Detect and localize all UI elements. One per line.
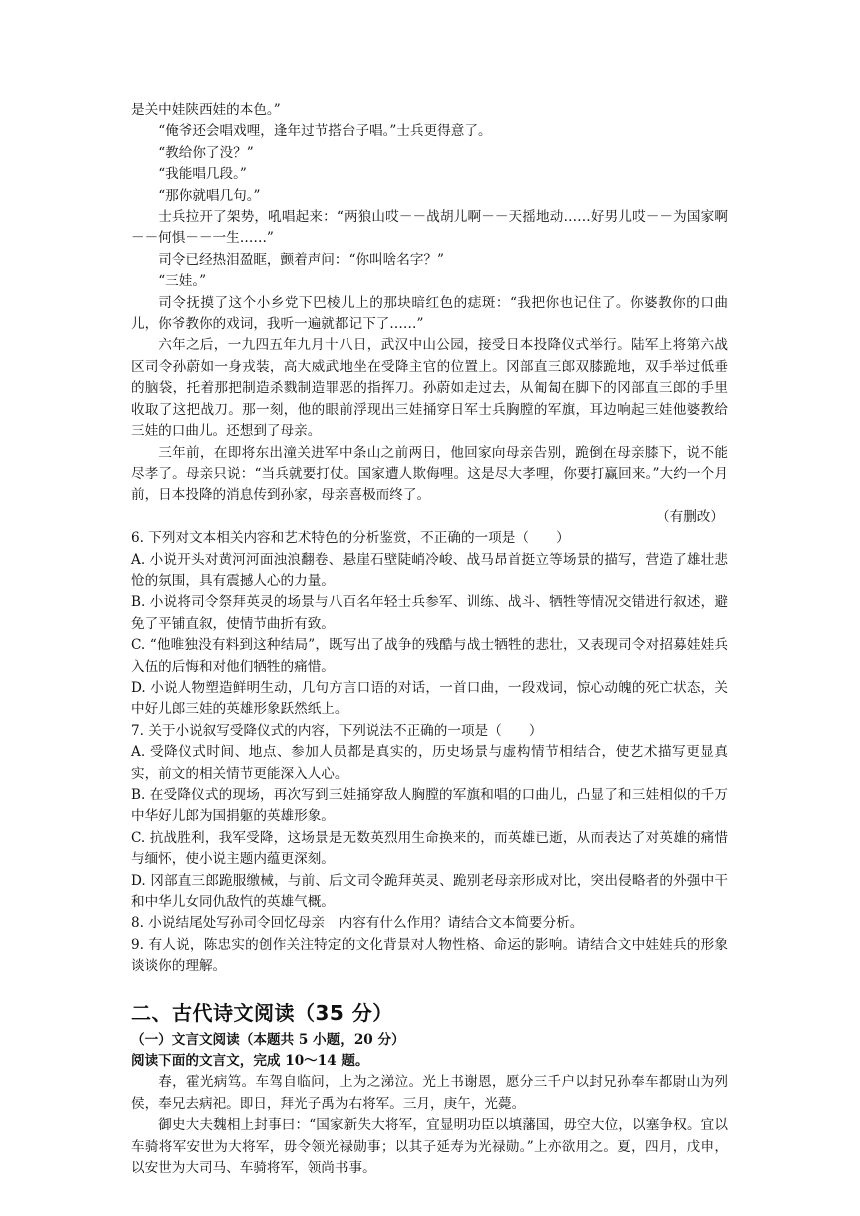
question-item: 8. 小说结尾处写孙司令回忆母亲 内容有什么作用？请结合文本简要分析。	[131, 915, 584, 932]
question-item: B. 在受降仪式的现场，再次写到三娃捅穿敌人胸膛的军旗和唱的口曲儿，凸显了和三娃相似的千万中华好儿郎为国捐躯的英雄形象。	[131, 787, 728, 825]
story-paragraph: “那你就唱几句。”	[158, 187, 261, 204]
story-paragraph: 三年前，在即将东出潼关进军中条山之前两日，他回家向母亲告别，跪倒在母亲膝下，说不能尽孝了。母亲只说：“当兵就要打仗。国家遭人欺侮哩。这是尽大孝哩，你要打赢回来。”大约一个月前，日本投降的消息传到孙家，母亲喜极而终了。	[131, 444, 728, 504]
section-instruction: 阅读下面的文言文，完成 10～14 题。	[131, 1053, 369, 1070]
story-paragraph: “三娃。”	[158, 273, 207, 290]
story-paragraph: 是关中娃陕西娃的本色。”	[131, 102, 281, 118]
question-list	[131, 528, 728, 978]
question-item: D. 冈部直三郎跪服缴械，与前、后文司令跪拜英灵、跪别老母亲形成对比，突出侵略者的外强中干和中华儿女同仇敌忾的英雄气概。	[131, 872, 728, 911]
question-item: 7. 关于小说叙写受降仪式的内容，下列说法不正确的一项是（ ）	[131, 722, 543, 739]
story-paragraph: 司令已经热泪盈眶，颤着声问：“你叫啥名字？”	[158, 251, 444, 268]
story-paragraph: “俺爷还会唱戏哩，逢年过节搭台子唱。”士兵更得意了。	[158, 123, 492, 140]
classical-text	[131, 1072, 728, 1179]
question-item: D. 小说人物塑造鲜明生动，几句方言口语的对话，一首口曲，一段戏词，惊心动魄的死亡状态，关中好儿郎三娃的英雄形象跃然纸上。	[131, 679, 728, 718]
question-item: C. “他唯独没有料到这种结局”，既写出了战争的残酷与战士牺牲的悲壮，又表现司令对招募娃娃兵入伍的后悔和对他们牺牲的痛惜。	[131, 637, 728, 675]
question-item: A. 受降仪式时间、地点、参加人员都是真实的，历史场景与虚构情节相结合，使艺术描写更显真实，前文的相关情节更能深入人心。	[131, 744, 728, 782]
classical-paragraph: 御史大夫魏相上封事曰：“国家新失大将军，宜显明功臣以填藩国，毋空大位，以塞争权。宜以车骑将军安世为大将军，毋令领光禄勋事；以其子延寿为光禄勋。”上亦欲用之。夏，四月，戊申，以安世为大司马、车骑将军，领尚书事。	[131, 1117, 728, 1177]
question-item: 9. 有人说，陈忠实的创作关注特定的文化背景对人物性格、命运的影响。请结合文中娃娃兵的形象谈谈你的理解。	[131, 936, 728, 975]
story-paragraph: 司令抚摸了这个小乡党下巴棱儿上的那块暗红色的痣斑：“我把你也记住了。你婆教你的口曲儿，你爷教你的戏词，我听一遍就都记下了……”	[131, 294, 728, 333]
question-item: C. 抗战胜利，我军受降，这场景是无数英烈用生命换来的，而英雄已逝，从而表达了对英雄的痛惜与缅怀，使小说主题内蕴更深刻。	[131, 829, 728, 868]
question-item: 6. 下列对文本相关内容和艺术特色的分析鉴赏，不正确的一项是（ ）	[131, 530, 570, 547]
section-subtitle: （一）文言文阅读（本题共 5 小题，20 分）	[131, 1031, 405, 1048]
question-item: B. 小说将司令祭拜英灵的场景与八百名年轻士兵参军、训练、战斗、牺牲等情况交错进行叙述，避免了平铺直叙，使情节曲折有致。	[131, 594, 728, 632]
story-text	[131, 100, 728, 507]
section-title: 二、古代诗文阅读（35 分）	[131, 1000, 393, 1025]
story-paragraph: 士兵拉开了架势，吼唱起来：“两狼山哎－－战胡儿啊－－天摇地动……好男儿哎－－为国家啊－－何惧－－一生……”	[131, 209, 728, 247]
question-item: A. 小说开头对黄河河面浊浪翻卷、悬崖石壁陡峭冷峻、战马昂首挺立等场景的描写，营造了雄壮悲怆的氛围，具有震撼人心的力量。	[131, 551, 728, 589]
story-paragraph: 六年之后，一九四五年九月十八日，武汉中山公园，接受日本投降仪式举行。陆军上将第六战区司令孙蔚如一身戎装，高大威武地坐在受降主官的位置上。冈部直三郎双膝跪地，双手举过低垂的脑袋，托着那把制造杀戮制造罪恶的指挥刀。孙蔚如走过去，从匍匐在脚下的冈部直三郎的手里收取了这把战刀。那一刻，他的眼前浮现出三娃捅穿日军士兵胸膛的军旗，耳边响起三娃他婆教给三娃的口曲儿。还想到了母亲。	[131, 337, 728, 440]
source-note: （有删改）	[656, 508, 724, 525]
story-paragraph: “教给你了没？”	[158, 144, 254, 161]
classical-paragraph: 春，霍光病笃。车驾自临问，上为之涕泣。光上书谢恩，愿分三千户以封兄孙奉车都尉山为列侯，奉兄去病祀。即日，拜光子禹为右将军。三月，庚午，光薨。	[131, 1074, 728, 1112]
story-paragraph: “我能唱几段。”	[158, 166, 247, 183]
text-column	[131, 100, 728, 1180]
